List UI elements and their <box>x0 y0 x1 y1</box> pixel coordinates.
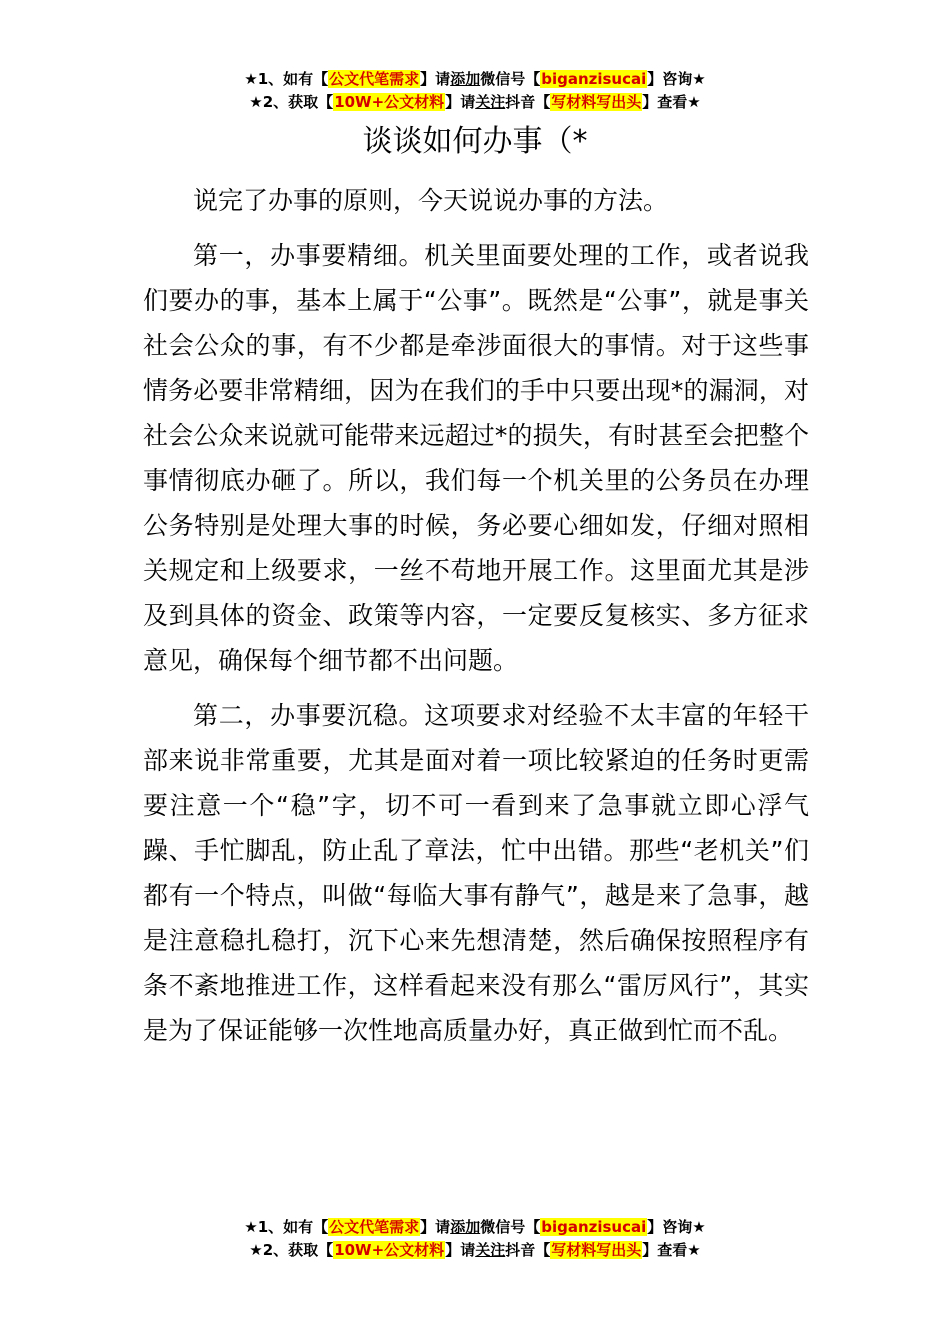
star-icon: ★ <box>244 70 258 88</box>
highlight-materials: 10W+公文材料 <box>334 1241 445 1259</box>
paragraph: 说完了办事的原则，今天说说办事的方法。 <box>193 186 669 215</box>
header-banner <box>0 68 950 114</box>
paragraph: 第一，办事要精细。机关里面要处理的工作，或者说我们要办的事，基本上属于“公事”。既然是“公事”，就是事关社会公众的事，有不少都是牵涉面很大的事情。对于这些事情务必要非常精细，因为在我们的手中只要出现*的漏洞，对社会公众来说就可能带来远超过*的损失，有时甚至会把整个事情彻底办砸了。所以，我们每一个机关里的公务员在办理公务特别是处理大事的时候，务必要心细如发，仔细对照相关规定和上级要求，一丝不苟地开展工作。这里面尤其是涉及到具体的资金、政策等内容，一定要反复核实、多方征求意见，确保每个细节都不出问题。 <box>143 241 809 675</box>
banner-line-2: ★2、获取【10W+公文材料】请关注抖音【写材料写出头】查看★ <box>249 1241 701 1259</box>
highlight-douyin-account: 写材料写出头 <box>551 93 642 111</box>
highlight-service: 公文代笔需求 <box>329 70 420 88</box>
paragraph: 第二，办事要沉稳。这项要求对经验不太丰富的年轻干部来说非常重要，尤其是面对着一项比较紧迫的任务时更需要注意一个“稳”字，切不可一看到来了急事就立即心浮气躁、手忙脚乱，防止乱了章法，忙中出错。那些“老机关”们都有一个特点，叫做“每临大事有静气”，越是来了急事，越是注意稳扎稳打，沉下心来先想清楚，然后确保按照程序有条不紊地推进工作，这样看起来没有那么“雷厉风行”，其实是为了保证能够一次性地高质量办好，真正做到忙而不乱。 <box>143 701 809 1045</box>
star-icon: ★ <box>249 1241 263 1259</box>
star-icon: ★ <box>244 1218 258 1236</box>
banner-line-1: ★1、如有【公文代笔需求】请添加微信号【biganzisucai】咨询★ <box>244 70 706 88</box>
footer-banner <box>0 1216 950 1262</box>
document-body <box>143 178 809 1053</box>
banner-line-1: ★1、如有【公文代笔需求】请添加微信号【biganzisucai】咨询★ <box>244 1218 706 1236</box>
highlight-wechat-id: biganzisucai <box>541 1218 647 1236</box>
banner-line-2: ★2、获取【10W+公文材料】请关注抖音【写材料写出头】查看★ <box>249 93 701 111</box>
highlight-materials: 10W+公文材料 <box>334 93 445 111</box>
star-icon: ★ <box>249 93 263 111</box>
document-title: 谈谈如何办事（* <box>362 124 588 159</box>
highlight-wechat-id: biganzisucai <box>541 70 647 88</box>
highlight-service: 公文代笔需求 <box>329 1218 420 1236</box>
highlight-douyin-account: 写材料写出头 <box>551 1241 642 1259</box>
